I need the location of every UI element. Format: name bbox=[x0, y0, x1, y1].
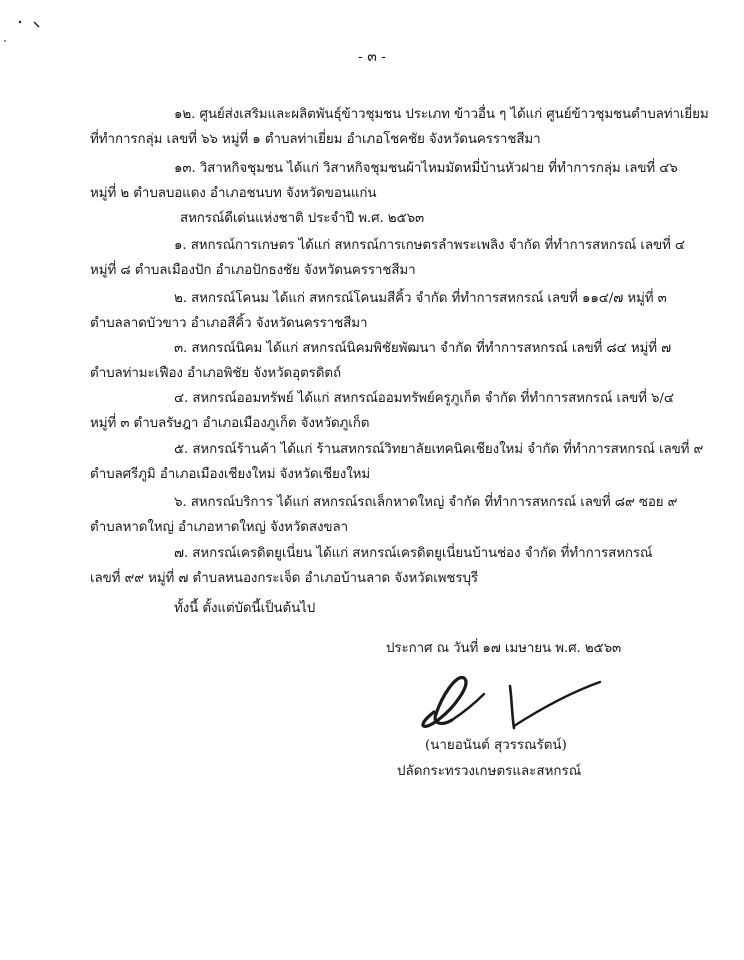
text-line: ๔. สหกรณ์ออมทรัพย์ ได้แก่ สหกรณ์ออมทรัพย์ครูภูเก็ต จำกัด ที่ทำการสหกรณ์ เลขที่ ๖/๔ bbox=[174, 391, 674, 406]
text-line: ตำบลท่ามะเฟือง อำเภอพิชัย จังหวัดอุตรดิตถ์ bbox=[90, 366, 341, 381]
text-line: ๕. สหกรณ์ร้านค้า ได้แก่ ร้านสหกรณ์วิทยาลัยเทคนิคเชียงใหม่ จำกัด ที่ทำการสหกรณ์ เลขที่ ๙ bbox=[174, 442, 704, 457]
handwritten-signature bbox=[412, 668, 612, 738]
text-line: เลขที่ ๙๙ หมู่ที่ ๗ ตำบลหนองกระเจ็ด อำเภอบ้านลาด จังหวัดเพชรบุรี bbox=[90, 571, 478, 586]
text-line: ที่ทำการกลุ่ม เลขที่ ๖๖ หมู่ที่ ๑ ตำบลท่าเยี่ยม อำเภอโชคชัย จังหวัดนครราชสีมา bbox=[90, 132, 541, 147]
text-line: ตำบลลาดบัวขาว อำเภอสีคิ้ว จังหวัดนครราชสีมา bbox=[90, 316, 368, 331]
text-line: หมู่ที่ ๓ ตำบลรัษฎา อำเภอเมืองภูเก็ต จังหวัดภูเก็ต bbox=[90, 416, 370, 431]
text-line: ๓. สหกรณ์นิคม ได้แก่ สหกรณ์นิคมพิชัยพัฒนา จำกัด ที่ทำการสหกรณ์ เลขที่ ๘๔ หมู่ที่ ๗ bbox=[174, 341, 672, 356]
text-line: ตำบลหาดใหญ่ อำเภอหาดใหญ่ จังหวัดสงขลา bbox=[90, 520, 348, 535]
text-line: หมู่ที่ ๒ ตำบลบอแดง อำเภอชนบท จังหวัดขอนแก่น bbox=[90, 186, 377, 201]
page-number: - ๓ - bbox=[358, 49, 386, 65]
closing-line: ทั้งนี้ ตั้งแต่บัดนี้เป็นต้นไป bbox=[174, 601, 316, 616]
text-line: ๗. สหกรณ์เครดิตยูเนี่ยน ได้แก่ สหกรณ์เครดิตยูเนี่ยนบ้านช่อง จำกัด ที่ทำการสหกรณ์ bbox=[174, 546, 653, 561]
text-line: ๖. สหกรณ์บริการ ได้แก่ สหกรณ์รถเล็กหาดใหญ่ จำกัด ที่ทำการสหกรณ์ เลขที่ ๘๙ ซอย ๙ bbox=[174, 495, 678, 510]
text-line: หมู่ที่ ๘ ตำบลเมืองปัก อำเภอปักธงชัย จังหวัดนครราชสีมา bbox=[90, 263, 416, 278]
section-heading: สหกรณ์ดีเด่นแห่งชาติ ประจำปี พ.ศ. ๒๕๖๓ bbox=[180, 211, 425, 226]
signer-name: (นายอนันต์ สุวรรณรัตน์) bbox=[425, 738, 567, 753]
text-line: ๑๒. ศูนย์ส่งเสริมและผลิตพันธุ์ข้าวชุมชน ประเภท ข้าวอื่น ๆ ได้แก่ ศูนย์ข้าวชุมชนตำบลท่าเยี่ยม bbox=[174, 107, 709, 122]
text-line: ๒. สหกรณ์โคนม ได้แก่ สหกรณ์โคนมสีคิ้ว จำกัด ที่ทำการสหกรณ์ เลขที่ ๑๑๔/๗ หมู่ที่ ๓ bbox=[174, 291, 667, 306]
text-line: ๑๓. วิสาหกิจชุมชน ได้แก่ วิสาหกิจชุมชนผ้าไหมมัดหมี่บ้านหัวฝาย ที่ทำการกลุ่ม เลขที่ ๔๖ bbox=[174, 161, 678, 176]
text-line: ๑. สหกรณ์การเกษตร ได้แก่ สหกรณ์การเกษตรลำพระเพลิง จำกัด ที่ทำการสหกรณ์ เลขที่ ๔ bbox=[174, 238, 685, 253]
text-line: ตำบลศรีภูมิ อำเภอเมืองเชียงใหม่ จังหวัดเชียงใหม่ bbox=[90, 467, 371, 482]
signer-title: ปลัดกระทรวงเกษตรและสหกรณ์ bbox=[397, 764, 582, 779]
announcement-date: ประกาศ ณ วันที่ ๑๗ เมษายน พ.ศ. ๒๕๖๓ bbox=[386, 641, 622, 656]
